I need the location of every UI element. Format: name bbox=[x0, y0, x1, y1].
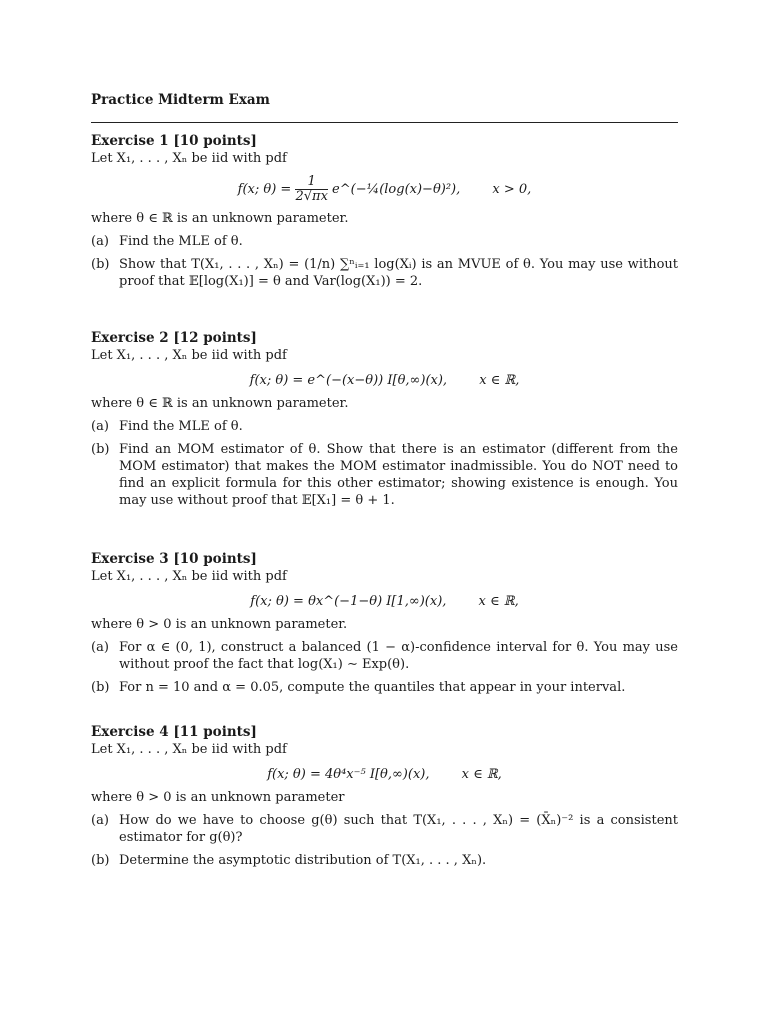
part-label: (b) bbox=[91, 257, 110, 272]
part-label: (a) bbox=[91, 640, 109, 655]
pdf-formula bbox=[91, 766, 678, 783]
part-label: (a) bbox=[91, 234, 109, 249]
part-text: How do we have to choose g(θ) such that T(X₁, . . . , Xₙ) = (X̄ₙ)⁻² is a consistent estimator for g(θ)? bbox=[119, 813, 678, 845]
parameter-statement: where θ ∈ ℝ is an unknown parameter. bbox=[91, 396, 349, 411]
exercise-title: Exercise 2 [12 points] bbox=[91, 330, 257, 346]
part-text: Find an MOM estimator of θ. Show that there is an estimator (different from the MOM estimator) that makes the MOM estimator inadmissible. You do NOT need to find an explicit formula for this other estimator; showing existence is enough. You may use without proof that 𝔼[X₁] = θ + 1. bbox=[119, 442, 678, 508]
exercise-title: Exercise 4 [11 points] bbox=[91, 724, 257, 740]
exercise-2 bbox=[91, 330, 678, 509]
fraction-denominator: 2√πx bbox=[295, 189, 328, 204]
pdf-formula bbox=[91, 175, 678, 204]
part-b bbox=[91, 852, 678, 869]
formula-exponential: e^(−¼(log(x)−θ)²), bbox=[332, 182, 461, 197]
part-a bbox=[91, 639, 678, 673]
exercise-intro: Let X₁, . . . , Xₙ be iid with pdf bbox=[91, 569, 287, 584]
part-text: For n = 10 and α = 0.05, compute the quantiles that appear in your interval. bbox=[119, 680, 626, 695]
exercise-1 bbox=[91, 133, 678, 290]
formula-domain: x ∈ ℝ, bbox=[478, 594, 519, 609]
part-b bbox=[91, 256, 678, 290]
part-a bbox=[91, 812, 678, 846]
part-b bbox=[91, 679, 678, 696]
part-label: (a) bbox=[91, 419, 109, 434]
pdf-formula bbox=[91, 593, 678, 610]
part-label: (b) bbox=[91, 680, 110, 695]
header-divider bbox=[91, 122, 678, 123]
exercise-intro: Let X₁, . . . , Xₙ be iid with pdf bbox=[91, 742, 287, 757]
parameter-statement: where θ ∈ ℝ is an unknown parameter. bbox=[91, 211, 349, 226]
part-b bbox=[91, 441, 678, 509]
formula-domain: x ∈ ℝ, bbox=[461, 767, 502, 782]
exercise-parts bbox=[91, 812, 678, 869]
page-title: Practice Midterm Exam bbox=[91, 92, 270, 108]
parameter-statement: where θ > 0 is an unknown parameter bbox=[91, 790, 345, 805]
part-text: Determine the asymptotic distribution of T(X₁, . . . , Xₙ). bbox=[119, 853, 487, 868]
parameter-statement: where θ > 0 is an unknown parameter. bbox=[91, 617, 348, 632]
formula-expression: f(x; θ) = 4θ⁴x⁻⁵ I[θ,∞)(x), bbox=[267, 767, 430, 782]
exercise-title: Exercise 1 [10 points] bbox=[91, 133, 257, 149]
part-a bbox=[91, 233, 678, 250]
formula-domain: x > 0, bbox=[492, 182, 532, 197]
exercise-intro: Let X₁, . . . , Xₙ be iid with pdf bbox=[91, 348, 287, 363]
exercise-4 bbox=[91, 724, 678, 869]
part-label: (b) bbox=[91, 853, 110, 868]
formula-fraction bbox=[295, 175, 327, 204]
exercise-intro: Let X₁, . . . , Xₙ be iid with pdf bbox=[91, 151, 287, 166]
formula-expression: f(x; θ) = θx^(−1−θ) I[1,∞)(x), bbox=[250, 594, 447, 609]
exercise-parts bbox=[91, 233, 678, 290]
part-text: Find the MLE of θ. bbox=[119, 234, 243, 249]
exercise-parts bbox=[91, 418, 678, 509]
exercise-title: Exercise 3 [10 points] bbox=[91, 551, 257, 567]
fraction-numerator: 1 bbox=[295, 175, 327, 190]
part-text: Find the MLE of θ. bbox=[119, 419, 243, 434]
exercise-parts bbox=[91, 639, 678, 696]
part-label: (b) bbox=[91, 442, 110, 457]
part-label: (a) bbox=[91, 813, 109, 828]
formula-lhs: f(x; θ) = bbox=[237, 182, 292, 197]
part-text: Show that T(X₁, . . . , Xₙ) = (1/n) ∑ⁿᵢ₌₁ log(Xᵢ) is an MVUE of θ. You may use without proof that 𝔼[log(X₁)] = θ and Var(log(X₁)) = 2. bbox=[119, 257, 678, 289]
formula-domain: x ∈ ℝ, bbox=[479, 373, 520, 388]
formula-expression: f(x; θ) = e^(−(x−θ)) I[θ,∞)(x), bbox=[249, 373, 448, 388]
exercise-3 bbox=[91, 551, 678, 696]
pdf-formula bbox=[91, 372, 678, 389]
part-a bbox=[91, 418, 678, 435]
part-text: For α ∈ (0, 1), construct a balanced (1 − α)-confidence interval for θ. You may use without proof the fact that log(X₁) ∼ Exp(θ). bbox=[119, 640, 678, 672]
